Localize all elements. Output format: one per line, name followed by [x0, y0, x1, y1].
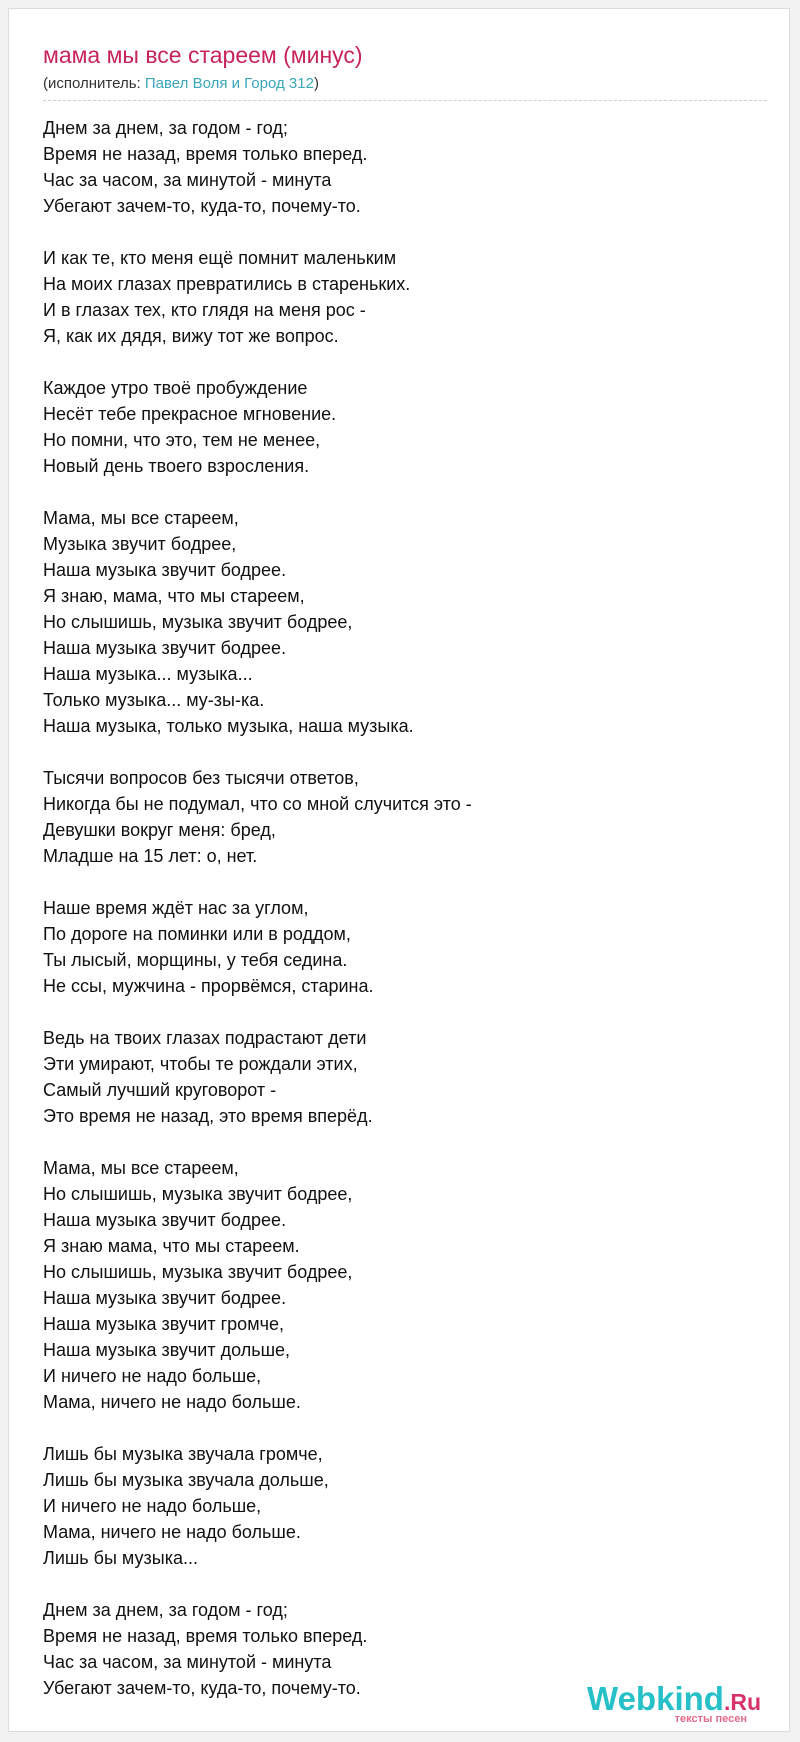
lyric-line: И ничего не надо больше,	[43, 1366, 262, 1386]
lyric-line: Наша музыка звучит бодрее.	[43, 638, 287, 658]
lyric-line: Убегают зачем-то, куда-то, почему-то.	[43, 1678, 361, 1698]
lyric-line: И как те, кто меня ещё помнит маленьким	[43, 248, 397, 268]
lyric-line: По дороге на поминки или в роддом,	[43, 924, 351, 944]
lyric-line: Время не назад, время только вперед.	[43, 1626, 368, 1646]
lyric-line: Девушки вокруг меня: бред,	[43, 820, 276, 840]
lyric-line: Я знаю мама, что мы стареем.	[43, 1236, 300, 1256]
lyric-line: Я, как их дядя, вижу тот же вопрос.	[43, 326, 339, 346]
lyric-line: Лишь бы музыка...	[43, 1548, 198, 1568]
lyric-line: Только музыка... му-зы-ка.	[43, 690, 265, 710]
lyric-line: Мама, мы все стареем,	[43, 508, 239, 528]
lyrics-stanza	[43, 1155, 472, 1415]
lyric-line: Час за часом, за минутой - минута	[43, 1652, 332, 1672]
performer-prefix: (исполнитель:	[43, 75, 145, 92]
lyrics-stanza	[43, 505, 472, 739]
lyric-line: Ведь на твоих глазах подрастают дети	[43, 1028, 367, 1048]
lyric-line: Наша музыка, только музыка, наша музыка.	[43, 716, 414, 736]
lyric-line: Но слышишь, музыка звучит бодрее,	[43, 1184, 353, 1204]
lyrics-stanza	[43, 895, 472, 999]
lyric-line: Но слышишь, музыка звучит бодрее,	[43, 612, 353, 632]
lyrics-stanza	[43, 1025, 472, 1129]
lyric-line: Наша музыка звучит дольше,	[43, 1340, 291, 1360]
lyric-line: Мама, ничего не надо больше.	[43, 1392, 301, 1412]
lyric-line: Лишь бы музыка звучала дольше,	[43, 1470, 329, 1490]
lyric-line: Не ссы, мужчина - прорвёмся, старина.	[43, 976, 374, 996]
lyric-line: Лишь бы музыка звучала громче,	[43, 1444, 323, 1464]
lyric-line: Время не назад, время только вперед.	[43, 144, 368, 164]
logo-tld: .Ru	[723, 1689, 761, 1715]
lyrics-stanza	[43, 1441, 472, 1571]
lyric-line: Мама, ничего не надо больше.	[43, 1522, 301, 1542]
lyric-line: Наша музыка звучит бодрее.	[43, 1210, 287, 1230]
lyrics-stanza	[43, 765, 472, 869]
lyric-line: Музыка звучит бодрее,	[43, 534, 237, 554]
lyric-line: Несёт тебе прекрасное мгновение.	[43, 404, 337, 424]
lyric-line: Никогда бы не подумал, что со мной случится это -	[43, 794, 472, 814]
lyric-line: Самый лучший круговорот -	[43, 1080, 277, 1100]
performer-link[interactable]: Павел Воля и Город 312	[144, 75, 314, 92]
lyric-line: Час за часом, за минутой - минута	[43, 170, 332, 190]
title-divider	[43, 100, 767, 101]
lyric-line: Днем за днем, за годом - год;	[43, 118, 288, 138]
lyrics-text	[43, 115, 472, 1727]
lyric-line: Наша музыка... музыка...	[43, 664, 253, 684]
lyric-line: Наше время ждёт нас за углом,	[43, 898, 309, 918]
lyric-line: Наша музыка звучит громче,	[43, 1314, 284, 1334]
lyric-line: Но помни, что это, тем не менее,	[43, 430, 321, 450]
lyric-line: Тысячи вопросов без тысячи ответов,	[43, 768, 359, 788]
lyric-line: Мама, мы все стареем,	[43, 1158, 239, 1178]
lyric-line: Наша музыка звучит бодрее.	[43, 560, 287, 580]
performer-line	[43, 75, 319, 92]
lyric-line: И ничего не надо больше,	[43, 1496, 262, 1516]
lyrics-stanza	[43, 375, 472, 479]
performer-suffix: )	[313, 75, 319, 92]
site-logo	[587, 1682, 761, 1725]
logo-tagline: тексты песен	[674, 1713, 747, 1725]
lyric-line: Ты лысый, морщины, у тебя седина.	[43, 950, 348, 970]
lyric-line: Но слышишь, музыка звучит бодрее,	[43, 1262, 353, 1282]
lyric-line: На моих глазах превратились в стареньких.	[43, 274, 411, 294]
lyric-line: Убегают зачем-то, куда-то, почему-то.	[43, 196, 361, 216]
song-title: мама мы все стареем (минус)	[43, 42, 363, 68]
lyric-line: Наша музыка звучит бодрее.	[43, 1288, 287, 1308]
lyric-line: Днем за днем, за годом - год;	[43, 1600, 288, 1620]
lyric-line: Это время не назад, это время вперёд.	[43, 1106, 373, 1126]
lyrics-stanza	[43, 115, 472, 219]
logo-name: Webkind	[587, 1680, 724, 1717]
lyric-line: Эти умирают, чтобы те рождали этих,	[43, 1054, 358, 1074]
lyrics-card	[8, 8, 790, 1732]
lyric-line: И в глазах тех, кто глядя на меня рос -	[43, 300, 366, 320]
lyric-line: Я знаю, мама, что мы стареем,	[43, 586, 305, 606]
lyric-line: Каждое утро твоё пробуждение	[43, 378, 308, 398]
lyric-line: Новый день твоего взросления.	[43, 456, 310, 476]
lyrics-stanza	[43, 1597, 472, 1701]
lyrics-stanza	[43, 245, 472, 349]
lyric-line: Младше на 15 лет: о, нет.	[43, 846, 258, 866]
